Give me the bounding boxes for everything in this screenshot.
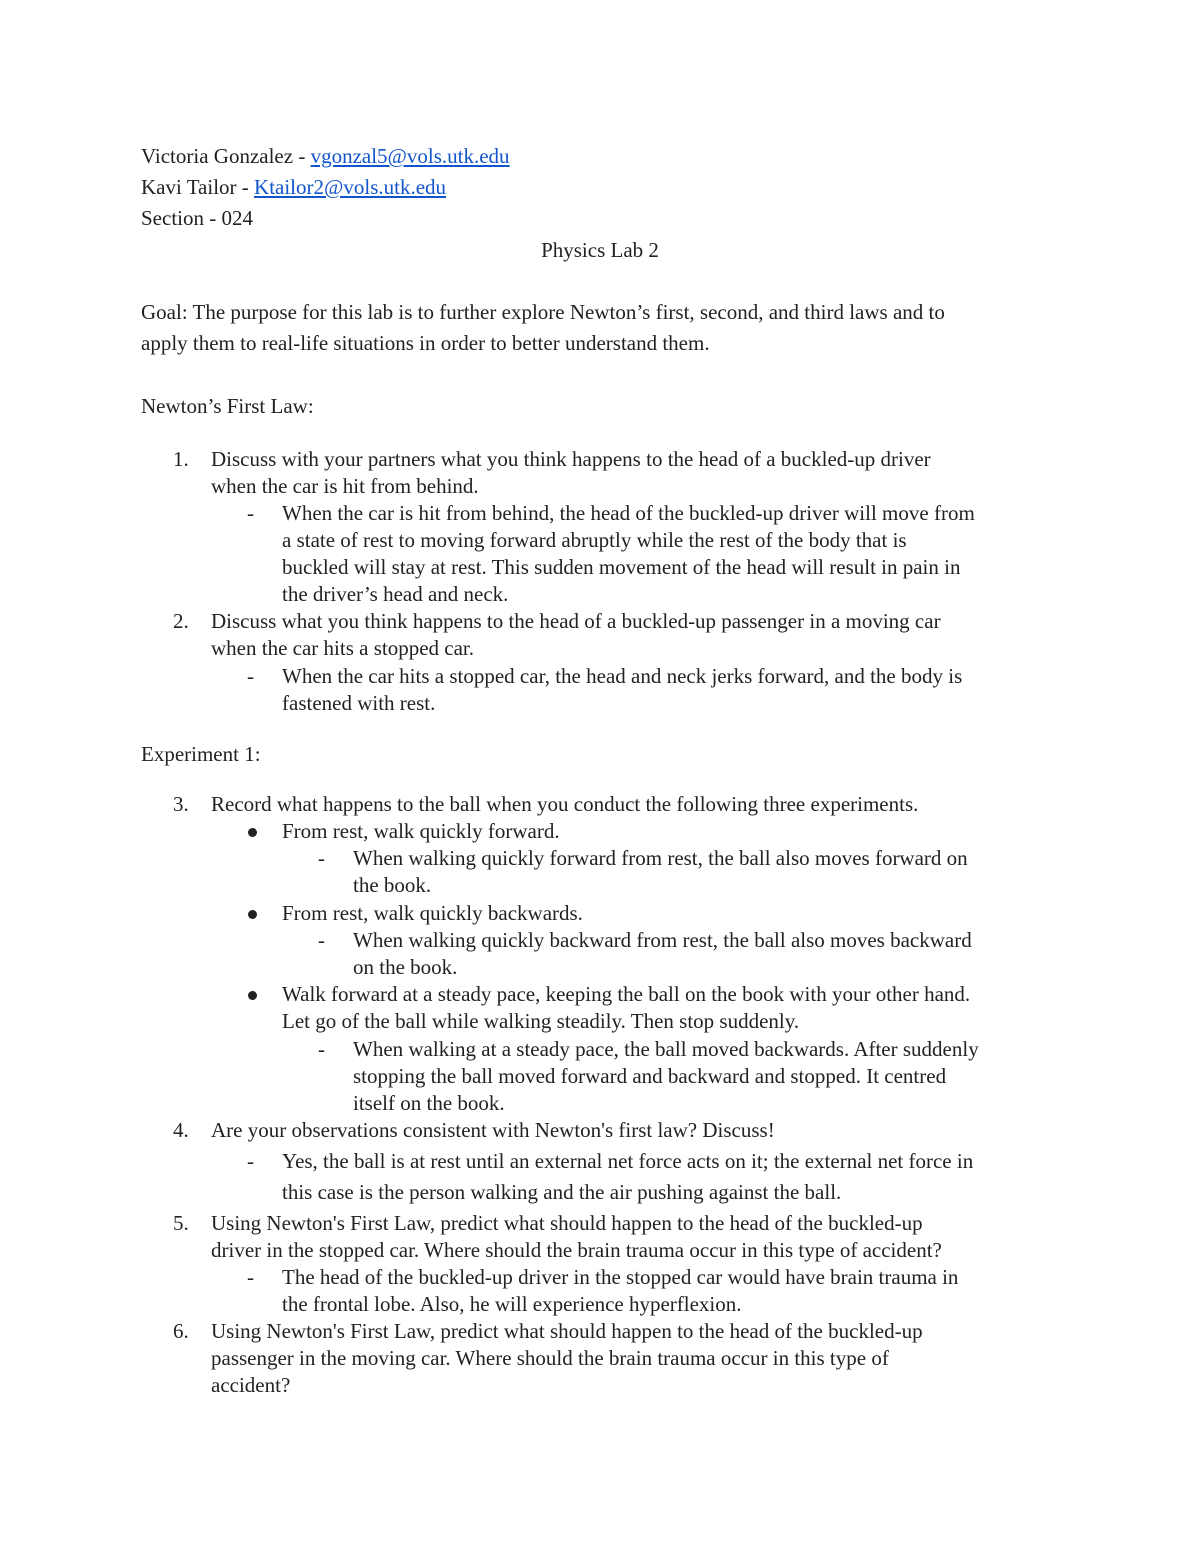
goal-line-2: apply them to real-life situations in order to better understand them. bbox=[141, 331, 710, 355]
author1-email-link[interactable]: vgonzal5@vols.utk.edu bbox=[310, 144, 510, 168]
author1-line bbox=[141, 143, 510, 170]
b2-answer-dash: - bbox=[318, 928, 325, 952]
q1-answer-dash: - bbox=[247, 501, 254, 525]
q1-answer-line-1: When the car is hit from behind, the head of the buckled-up driver will move from bbox=[282, 501, 975, 525]
q2-number: 2. bbox=[173, 609, 189, 633]
q1-number: 1. bbox=[173, 447, 189, 471]
bullet-1 bbox=[248, 818, 260, 830]
q6-line-1: Using Newton's First Law, predict what should happen to the head of the buckled-up bbox=[211, 1319, 923, 1343]
b3-answer-line-3: itself on the book. bbox=[353, 1091, 505, 1115]
q1-answer-line-3: buckled will stay at rest. This sudden movement of the head will result in pain in bbox=[282, 555, 961, 579]
q2-line-2: when the car hits a stopped car. bbox=[211, 636, 474, 660]
q5-line-2: driver in the stopped car. Where should the brain trauma occur in this type of accident? bbox=[211, 1238, 942, 1262]
b3-answer-line-1: When walking at a steady pace, the ball moved backwards. After suddenly bbox=[353, 1037, 979, 1061]
q3-line: Record what happens to the ball when you conduct the following three experiments. bbox=[211, 792, 919, 816]
q5-line-1: Using Newton's First Law, predict what should happen to the head of the buckled-up bbox=[211, 1211, 923, 1235]
q5-answer-dash: - bbox=[247, 1265, 254, 1289]
q3-bullet-3-line-2: Let go of the ball while walking steadily. Then stop suddenly. bbox=[282, 1009, 800, 1033]
q5-answer-line-1: The head of the buckled-up driver in the stopped car would have brain trauma in bbox=[282, 1265, 959, 1289]
bullet-2 bbox=[248, 900, 260, 912]
author1-name: Victoria Gonzalez - bbox=[141, 144, 311, 168]
q2-line-1: Discuss what you think happens to the head of a buckled-up passenger in a moving car bbox=[211, 609, 941, 633]
bullet-3 bbox=[248, 981, 260, 993]
q1-answer-line-4: the driver’s head and neck. bbox=[282, 582, 509, 606]
q1-answer-line-2: a state of rest to moving forward abruptly while the rest of the body that is bbox=[282, 528, 907, 552]
q4-answer-line-1: Yes, the ball is at rest until an external net force acts on it; the external net force in bbox=[282, 1149, 974, 1173]
q2-answer-dash: - bbox=[247, 664, 254, 688]
q4-answer-dash: - bbox=[247, 1149, 254, 1173]
q1-line-2: when the car is hit from behind. bbox=[211, 474, 479, 498]
q5-answer-line-2: the frontal lobe. Also, he will experience hyperflexion. bbox=[282, 1292, 742, 1316]
q2-answer-line-2: fastened with rest. bbox=[282, 691, 436, 715]
b1-answer-dash: - bbox=[318, 846, 325, 870]
q4-answer-line-2: this case is the person walking and the air pushing against the ball. bbox=[282, 1180, 842, 1204]
q6-number: 6. bbox=[173, 1319, 189, 1343]
b2-answer-line-2: on the book. bbox=[353, 955, 458, 979]
b1-answer-line-1: When walking quickly forward from rest, the ball also moves forward on bbox=[353, 846, 968, 870]
section-line: Section - 024 bbox=[141, 206, 253, 230]
author2-line bbox=[141, 174, 446, 201]
b3-answer-line-2: stopping the ball moved forward and backward and stopped. It centred bbox=[353, 1064, 947, 1088]
q3-bullet-3-line-1: Walk forward at a steady pace, keeping the ball on the book with your other hand. bbox=[282, 982, 971, 1006]
q6-line-3: accident? bbox=[211, 1373, 291, 1397]
page-title: Physics Lab 2 bbox=[541, 238, 659, 262]
q6-line-2: passenger in the moving car. Where should the brain trauma occur in this type of bbox=[211, 1346, 889, 1370]
first-law-heading: Newton’s First Law: bbox=[141, 394, 314, 418]
q4-number: 4. bbox=[173, 1118, 189, 1142]
b1-answer-line-2: the book. bbox=[353, 873, 432, 897]
b2-answer-line-1: When walking quickly backward from rest, the ball also moves backward bbox=[353, 928, 972, 952]
q2-answer-line-1: When the car hits a stopped car, the head and neck jerks forward, and the body is bbox=[282, 664, 963, 688]
goal-line-1: Goal: The purpose for this lab is to further explore Newton’s first, second, and third laws and to bbox=[141, 300, 945, 324]
q1-line-1: Discuss with your partners what you think happens to the head of a buckled-up driver bbox=[211, 447, 931, 471]
q3-number: 3. bbox=[173, 792, 189, 816]
q3-bullet-1: From rest, walk quickly forward. bbox=[282, 819, 560, 843]
b3-answer-dash: - bbox=[318, 1037, 325, 1061]
q5-number: 5. bbox=[173, 1211, 189, 1235]
q3-bullet-2: From rest, walk quickly backwards. bbox=[282, 901, 583, 925]
q4-line: Are your observations consistent with Newton's first law? Discuss! bbox=[211, 1118, 775, 1142]
author2-email-link[interactable]: Ktailor2@vols.utk.edu bbox=[254, 175, 447, 199]
experiment1-heading: Experiment 1: bbox=[141, 742, 261, 766]
author2-name: Kavi Tailor - bbox=[141, 175, 255, 199]
